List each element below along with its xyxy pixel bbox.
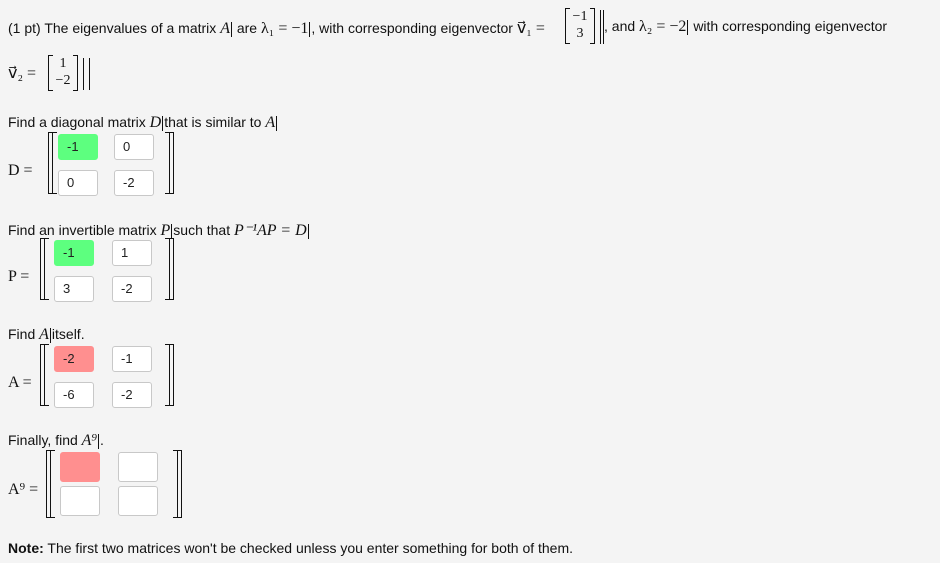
v1-vector	[565, 8, 595, 44]
matrix-p-cell-12[interactable]: 1	[112, 240, 152, 266]
a-label: A =	[8, 374, 32, 391]
matrix-d-cell-22[interactable]: -2	[114, 170, 154, 196]
matrix-d-cell-11[interactable]: -1	[58, 134, 98, 160]
text-cursor	[308, 224, 309, 239]
matrix-a9-cell-22[interactable]	[118, 486, 158, 516]
v2-vector	[48, 55, 78, 91]
matrix-a9-cell-12[interactable]	[118, 452, 158, 482]
problem-statement-cont	[604, 18, 887, 36]
prompt-text: Find	[8, 326, 36, 342]
text-cursor	[50, 328, 51, 343]
part-a-prompt	[8, 326, 85, 344]
divider	[600, 10, 601, 44]
matrix-var: A	[39, 326, 49, 343]
part-a9-prompt	[8, 432, 104, 450]
lambda2: λ₂ = −2	[639, 18, 687, 35]
matrix-d	[44, 132, 174, 194]
bracket-left	[44, 238, 49, 300]
matrix-a-cell-11[interactable]: -2	[54, 346, 94, 372]
matrix-var: A⁹	[81, 432, 98, 449]
note	[8, 540, 573, 556]
prompt-text: Find a diagonal matrix	[8, 114, 146, 130]
v2-bottom: −2	[55, 73, 71, 88]
bracket-left	[44, 344, 49, 406]
note-label: Note:	[8, 540, 44, 556]
period: .	[100, 432, 104, 448]
p-label: P =	[8, 268, 30, 285]
matrix-p-cell-11[interactable]: -1	[54, 240, 94, 266]
divider	[89, 58, 90, 90]
part-d-prompt	[8, 114, 278, 132]
equation: P⁻¹AP = D	[234, 222, 307, 239]
matrix-p-cell-21[interactable]: 3	[54, 276, 94, 302]
matrix-a	[36, 344, 174, 406]
bracket-right	[177, 450, 182, 518]
matrix-a-cell-12[interactable]: -1	[112, 346, 152, 372]
v2-label: v⃗₂ =	[8, 65, 37, 82]
matrix-d-cell-21[interactable]: 0	[58, 170, 98, 196]
matrix-var: D	[149, 114, 162, 131]
a9-label: A⁹ =	[8, 481, 39, 498]
bracket-left	[52, 132, 57, 194]
v1-top: −1	[572, 9, 588, 24]
points-text: (1 pt) The eigenvalues of a matrix	[8, 20, 217, 36]
problem-statement	[8, 18, 545, 38]
with-vec2-text: with corresponding eigenvector	[693, 18, 888, 34]
matrix-var: P	[160, 222, 171, 239]
divider	[83, 58, 84, 90]
text-cursor	[276, 116, 277, 131]
matrix-var: A	[220, 20, 230, 37]
matrix-p-cell-22[interactable]: -2	[112, 276, 152, 302]
prompt-text: Find an invertible matrix	[8, 222, 157, 238]
and-text: , and	[604, 18, 636, 34]
matrix-p	[36, 238, 174, 300]
v1-label: v⃗₁ =	[516, 20, 545, 37]
text-cursor	[98, 434, 99, 449]
prompt-text: Finally, find	[8, 432, 78, 448]
suffix-text: itself.	[51, 326, 85, 342]
bracket-right	[169, 132, 174, 194]
text-cursor	[687, 20, 688, 35]
with-vec1-text: , with corresponding eigenvector	[311, 20, 513, 36]
d-label: D =	[8, 162, 33, 179]
bracket-right	[169, 344, 174, 406]
matrix-var: A	[265, 114, 276, 131]
suffix-text: such that	[173, 222, 231, 238]
matrix-a9-cell-11[interactable]	[60, 452, 100, 482]
v1-bottom: 3	[576, 26, 584, 41]
text-cursor	[231, 22, 232, 37]
suffix-text: that is similar to	[164, 114, 262, 130]
part-p-prompt	[8, 220, 310, 240]
matrix-a9-cell-21[interactable]	[60, 486, 100, 516]
bracket-right	[169, 238, 174, 300]
lambda1: λ₁ = −1	[260, 20, 309, 37]
matrix-d-cell-12[interactable]: 0	[114, 134, 154, 160]
matrix-a-cell-22[interactable]: -2	[112, 382, 152, 408]
v2-top: 1	[59, 56, 67, 71]
bracket-left	[50, 450, 55, 518]
note-text: The first two matrices won't be checked unless you enter something for both of them.	[47, 540, 574, 556]
matrix-a-cell-21[interactable]: -6	[54, 382, 94, 408]
matrix-a9	[42, 450, 182, 518]
are-text: are	[236, 20, 258, 36]
